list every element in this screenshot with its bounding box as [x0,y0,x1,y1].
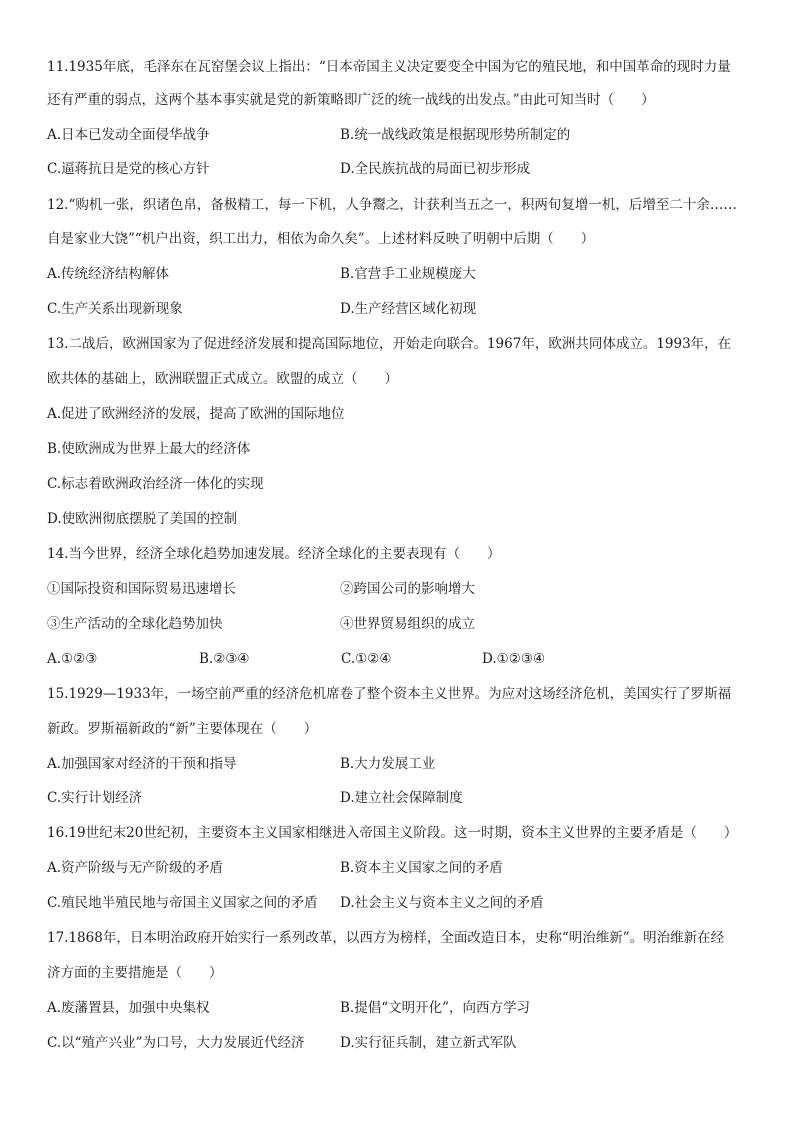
q12-option-d[interactable]: D.生产经营区域化初现 [340,301,477,317]
q11-stem-line-1: 11.1935年底，毛泽东在瓦窑堡会议上指出：“日本帝国主义决定要变全中国为它的殖民地，和中国革命的现时力量 [47,59,731,75]
q16-option-c[interactable]: C.殖民地半殖民地与帝国主义国家之间的矛盾 [47,895,318,911]
q15-option-b[interactable]: B.大力发展工业 [340,756,436,772]
q12-stem-line-2: 自是家业大饶”“机户出资，织工出力，相依为命久矣”。上述材料反映了明朝中后期（ ） [47,231,595,247]
q15-stem-line-2: 新政。罗斯福新政的“新”主要体现在（ ） [47,721,318,737]
q11-option-b[interactable]: B.统一战线政策是根据现形势所制定的 [340,127,571,143]
q13-option-a[interactable]: A.促进了欧洲经济的发展，提高了欧洲的国际地位 [47,406,345,422]
q13-option-c[interactable]: C.标志着欧洲政治经济一体化的实现 [47,476,264,492]
q17-option-d[interactable]: D.实行征兵制，建立新式军队 [340,1035,517,1051]
q14-stem: 14.当今世界，经济全球化趋势加速发展。经济全球化的主要表现有（ ） [47,546,501,562]
q11-stem-line-2: 还有严重的弱点，这两个基本事实就是党的新策略即广泛的统一战线的出发点。”由此可知当时（ ） [47,92,655,108]
q17-option-b[interactable]: B.提倡“文明开化”，向西方学习 [340,1000,531,1016]
q11-option-c[interactable]: C.逼蒋抗日是党的核心方针 [47,161,210,177]
q15-option-d[interactable]: D.建立社会保障制度 [340,790,463,806]
q17-stem-line-1: 17.1868年，日本明治政府开始实行一系列改革，以西方为榜样，全面改造日本，史称“明治维新”。明治维新在经 [47,930,725,946]
q17-stem-line-2: 济方面的主要措施是（ ） [47,965,223,981]
q14-item-4: ④世界贸易组织的成立 [340,616,475,632]
q13-stem-line-1: 13.二战后，欧洲国家为了促进经济发展和提高国际地位，开始走向联合。1967年，欧洲共同体成立。1993年，在 [47,336,732,352]
q16-option-b[interactable]: B.资本主义国家之间的矛盾 [340,860,503,876]
q16-stem: 16.19世纪末20世纪初，主要资本主义国家相继进入帝国主义阶段。这一时期，资本主义世界的主要矛盾是（ ） [47,825,738,841]
q17-option-a[interactable]: A.废藩置县，加强中央集权 [47,1000,210,1016]
q12-option-b[interactable]: B.官营手工业规模庞大 [340,266,476,282]
q13-option-d[interactable]: D.使欧洲彻底摆脱了美国的控制 [47,511,238,527]
q11-option-d[interactable]: D.全民族抗战的局面已初步形成 [340,161,531,177]
q14-option-c[interactable]: C.①②④ [341,651,392,667]
q15-option-a[interactable]: A.加强国家对经济的干预和指导 [47,756,237,772]
q14-item-2: ②跨国公司的影响增大 [340,581,475,597]
q15-option-c[interactable]: C.实行计划经济 [47,790,143,806]
q14-item-3: ③生产活动的全球化趋势加快 [47,616,223,632]
q14-option-d[interactable]: D.①②③④ [482,651,546,667]
q13-stem-line-2: 欧共体的基础上，欧洲联盟正式成立。欧盟的成立（ ） [47,371,398,387]
q17-option-c[interactable]: C.以“殖产兴业”为口号，大力发展近代经济 [47,1035,305,1051]
q14-item-1: ①国际投资和国际贸易迅速增长 [47,581,236,597]
q13-option-b[interactable]: B.使欧洲成为世界上最大的经济体 [47,441,251,457]
q16-option-a[interactable]: A.资产阶级与无产阶级的矛盾 [47,860,224,876]
q11-option-a[interactable]: A.日本已发动全面侵华战争 [47,127,210,143]
q16-option-d[interactable]: D.社会主义与资本主义之间的矛盾 [340,895,544,911]
q14-option-b[interactable]: B.②③④ [199,651,250,667]
q12-option-a[interactable]: A.传统经济结构解体 [47,266,170,282]
q14-option-a[interactable]: A.①②③ [47,651,98,667]
q12-stem-line-1: 12.“购机一张，织诸色帛，备极精工，每一下机，人争鬻之，计获利当五之一，积两旬复增一机，后增至二十余…… [47,197,737,213]
q12-option-c[interactable]: C.生产关系出现新现象 [47,301,183,317]
q15-stem-line-1: 15.1929—1933年，一场空前严重的经济危机席卷了整个资本主义世界。为应对这场经济危机，美国实行了罗斯福 [47,686,732,702]
